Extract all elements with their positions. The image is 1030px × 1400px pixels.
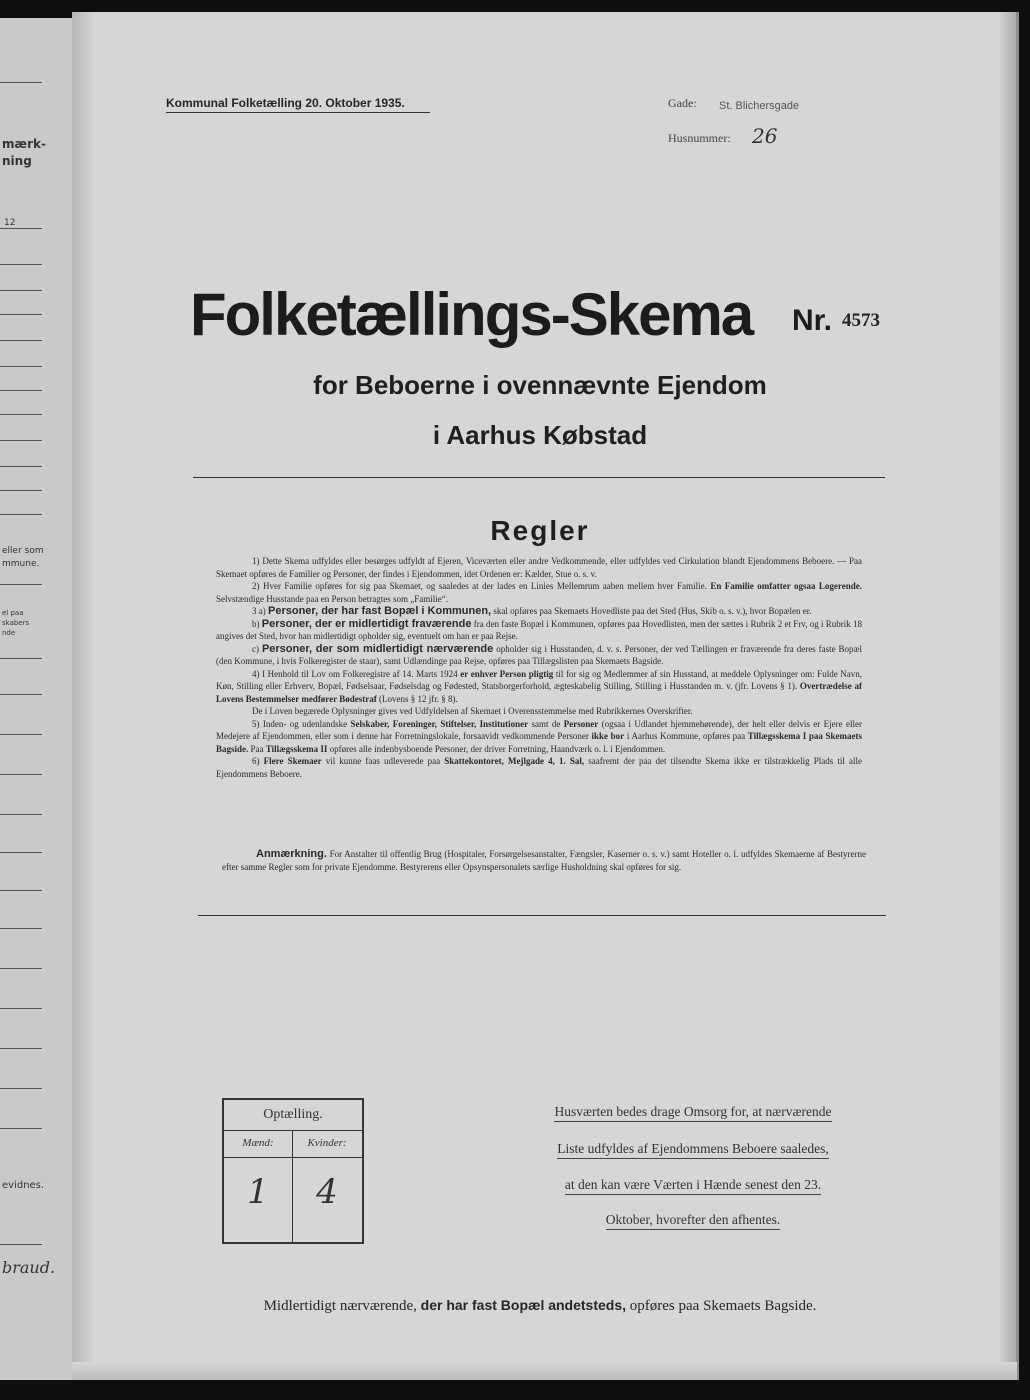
census-title: Kommunal Folketælling 20. Oktober 1935. [166, 96, 405, 110]
left-page-edge [0, 18, 72, 1380]
women-label: Kvinder: [307, 1137, 347, 1149]
street-label: Gade: [668, 96, 697, 110]
house-number-label: Husnummer: [668, 131, 731, 145]
rule-3a: 3 a) Personer, der har fast Bopæl i Kommunen, skal opføres paa Skemaets Hovedliste paa det Sted (Hus, Skib o. s. v.), hvor Bopælen er. [252, 605, 812, 617]
form-title: Folketællings-Skema [190, 281, 753, 348]
form-subtitle-1: for Beboerne i ovennævnte Ejendom [313, 370, 767, 400]
census-title-underline [166, 112, 430, 113]
left-page-text: evidnes. [2, 1180, 45, 1191]
page-fold-shadow [72, 12, 94, 1380]
rule-5: 5) Inden- og udenlandske Selskaber, Foreninger, Stiftelser, Institutioner samt de Personer (ogsaa i Udlandet hjemmehørende), der helt eller delvis er Ejere eller Medejere af Ejendommen, eller som i denne har Forretningslokale, forsaavidt vedkommende Personer ikke bor i Aarhus Kommune, opføres paa Tillægsskema I paa Skemaets Bagside. Paa Tillægsskema II opføres alle indenbysboende Personer, der driver Forretning, Haandværk o. l. i Ejendommen. [216, 718, 863, 754]
left-page-text: ning [2, 154, 32, 168]
divider [198, 915, 886, 916]
page-stack-edge [1000, 12, 1017, 1380]
remark-text: For Anstalter til offentlig Brug (Hospitaler, Forsørgelsesanstalter, Fængsler, Kaserner o. s. v.) samt Hoteller o. l. udfyldes Skemaerne af Bestyrerne efter samme Regler som for private Ejendomme. Bestyrerens eller Opsynspersonalets særlige Husholdning skal opføres for sig. [222, 849, 866, 872]
form-subtitle-2: i Aarhus Købstad [432, 420, 648, 450]
form-number-value: 4573 [842, 310, 880, 331]
remark-heading: Anmærkning. [256, 848, 327, 860]
rules-text [216, 555, 862, 780]
count-box [222, 1098, 364, 1244]
instruction-line-3: at den kan være Værten i Hænde senest den 23. [520, 1177, 866, 1193]
page-bottom-shadow [72, 1362, 1017, 1380]
rule-4: 4) I Henhold til Lov om Folkeregistre af 14. Marts 1924 er enhver Person pligtig til for sig og Medlemmer af sin Husstand, at meddele Oplysninger om: Fulde Navn, Køn, Stilling eller Erhverv, Bopæl, Fødselsaar, Fødselsdag og Fødested, Statsborgerforhold, ægteskabelig Stilling, Stilling i Husstanden m. v. (jfr. Lovens § 1). Overtrædelse af Lovens Bestemmelser medfører Bødestraf (Lovens § 12 jfr. § 8). [216, 668, 863, 704]
women-count: 4 [316, 1172, 338, 1212]
left-page-text: nde [2, 629, 16, 637]
page-stack-edge-line [1016, 12, 1019, 1380]
left-page-text: mærk- [2, 137, 46, 151]
rule-6: 6) Flere Skemaer vil kunne faas udleverede paa Skattekontoret, Mejlgade 4, 1. Sal, saafremt der paa det tilsendte Skema ikke er tilstrækkelig Plads til alle Ejendommens Beboere. [216, 756, 863, 779]
rule-2: 2) Hver Familie opføres for sig paa Skemaet, og saaledes at der lades en Linies Mellemrum aaben mellem hver Familie. En Familie omfatter ogsaa Logerende. Selvstændige Husstande paa en Person betragtes som „Familie“. [216, 581, 862, 604]
footer-note: Midlertidigt nærværende, der har fast Bopæl andetsteds, opføres paa Skemaets Bagside. [263, 1297, 817, 1314]
count-box-title: Optælling. [224, 1100, 362, 1131]
rules-heading: Regler [490, 515, 590, 546]
divider [193, 477, 885, 478]
left-page-signature: braud. [2, 1258, 56, 1277]
men-count: 1 [247, 1172, 269, 1212]
count-box-header-rule [224, 1157, 362, 1158]
instruction-line-1: Husværten bedes drage Omsorg for, at nærværende [520, 1104, 866, 1120]
instruction-line-4: Oktober, hvorefter den afhentes. [520, 1212, 866, 1228]
left-page-text: mmune. [2, 559, 40, 569]
form-number-label: Nr. [792, 304, 833, 337]
rule-1: 1) Dette Skema udfyldes eller besørges udfyldt af Ejeren, Viceværten eller andre Vedkommende, eller udfyldes ved Cirkulation blandt Ejendommens Beboere. — Paa Skemaet opføres de Familier og Personer, der findes i Ejendommen, idet Ordenen er: Kælder, Stue o. s. v. [216, 556, 862, 579]
left-page-text: 12 [4, 218, 16, 228]
left-page-text: eller som [2, 546, 44, 556]
left-page-text: skabers [2, 619, 30, 627]
street-value: St. Blichersgade [719, 100, 800, 112]
rule-3c: c) Personer, der som midlertidigt nærværende opholder sig i Husstanden, d. v. s. Personer, der ved Tællingen er fraværende fra deres faste Bopæl (den Kommune, i hvis Folkeregister de staar), samt Udlændinge paa Rejse, opføres paa Tillægslisten paa Skemaets Bagside. [216, 642, 863, 666]
rule-4-note: De i Loven begærede Oplysninger gives ved Udfyldelsen af Skemaet i Overensstemmelse med Rubrikkernes Overskrifter. [252, 706, 693, 716]
rule-3b: b) Personer, der er midlertidigt fraværende fra den faste Bopæl i Kommunen, opføres paa Hovedlisten, men der sættes i Rubrik 2 et Frv, og i Rubrik 18 angives det Sted, hvor han midlertidigt opholder sig, eventuelt om han er paa Rejse. [216, 617, 863, 641]
remark [222, 848, 866, 873]
men-label: Mænd: [242, 1137, 274, 1149]
house-number-value: 26 [752, 124, 778, 148]
left-page-text: el paa [2, 609, 24, 617]
instruction-line-2: Liste udfyldes af Ejendommens Beboere saaledes, [520, 1141, 866, 1157]
